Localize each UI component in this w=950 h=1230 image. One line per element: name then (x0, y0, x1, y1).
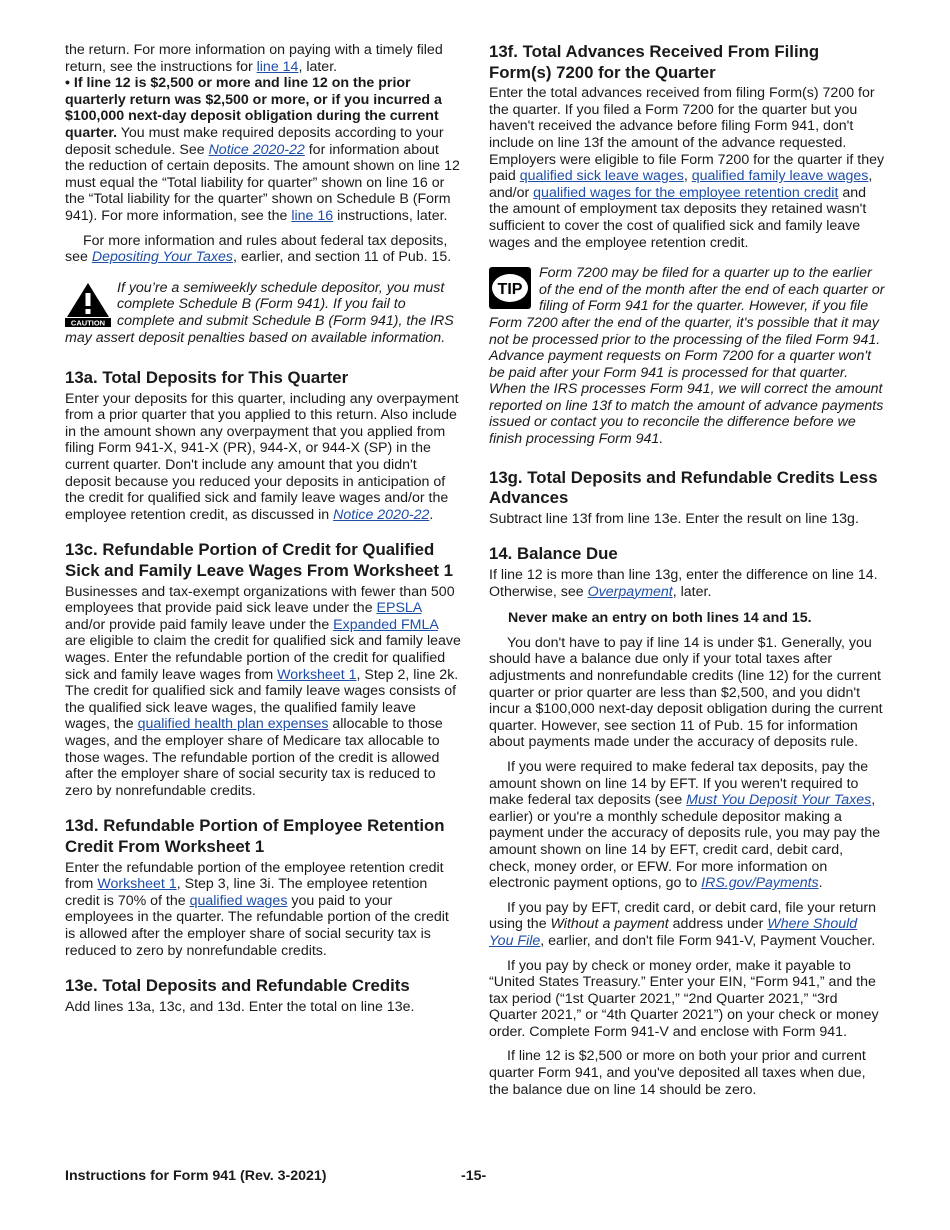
link-depositing-your-taxes[interactable]: Depositing Your Taxes (91, 249, 234, 266)
paragraph: Enter the total advances received from filing Form(s) 7200 for the quarter. If you filed a Form 7200 for the quarter but you haven't received the advance before filing Form 941, don't include on line 13f the amount of the advance requested. Employers were eligible to file Form 7200 for the quarter if they paid qualified sick leave wages, qualified family leave wages, and/or qualified wages for the employee retention credit and the amount of employment tax deposits they retained wasn't sufficient to cover the cost of qualified sick and family leave wages and the employee retention credit. (489, 85, 885, 251)
footer-title: Instructions for Form 941 (Rev. 3-2021) (65, 1168, 327, 1184)
link-qualified-health-plan-expenses[interactable]: qualified health plan expenses (137, 716, 329, 733)
link-qualified-sick-leave-wages[interactable]: qualified sick leave wages (519, 168, 684, 185)
paragraph: the return. For more information on paying with a timely filed return, see the instructions for line 14, later. (65, 42, 443, 75)
paragraph: For more information and rules about federal tax deposits, see Depositing Your Taxes, earlier, and section 11 of Pub. 15. (65, 232, 452, 266)
section-13c (65, 540, 461, 799)
left-column (65, 42, 461, 1015)
link-line-14[interactable]: line 14 (256, 58, 299, 75)
paragraph: If line 12 is $2,500 or more on both your prior and current quarter Form 941, and you've deposited all taxes when due, the balance due on line 14 should be zero. (489, 1048, 866, 1098)
link-irs-gov-payments[interactable]: IRS.gov/Payments (701, 875, 819, 892)
section-title: 13a. Total Deposits for This Quarter (65, 368, 349, 388)
section-13d (65, 816, 461, 959)
svg-text:TIP: TIP (497, 281, 523, 299)
link-notice-2020-22[interactable]: Notice 2020-22 (333, 506, 430, 523)
link-must-you-deposit-your-taxes[interactable]: Must You Deposit Your Taxes (686, 792, 872, 809)
paragraph: Enter your deposits for this quarter, including any overpayment from a prior quarter that you applied to this return. Also include in the amount shown any overpayment that you applied from filing Form 941-X, 941-X (PR), 944-X, or 944-X (SP) in the current quarter. Don't include any amount that you didn't deposit because you reduced your deposits in anticipation of the credit for qualified sick and family leave wages and/or the employee retention credit, as discussed in Notice 2020-22. (65, 390, 459, 523)
link-qualified-family-leave-wages[interactable]: qualified family leave wages (691, 168, 869, 185)
link-worksheet-1[interactable]: Worksheet 1 (277, 666, 357, 683)
paragraph: Businesses and tax-exempt organizations with fewer than 500 employees that provide paid sick leave under the EPSLA and/or provide paid family leave under the Expanded FMLA are eligible to claim the credit for qualified sick and family leave wages. Enter the refundable portion of the credit for qualified sick and family leave wages from Worksheet 1, Step 2, line 2k. The credit for qualified sick and family leave wages consists of the qualified sick leave wages, the qualified family leave wages, the qualified health plan expenses allocable to those wages, and the employer share of Medicare tax allocable to those wages. The refundable portion of the credit is allowed after the employer share of social security tax is reduced to zero by nonrefundable credits. (65, 583, 461, 799)
paragraph: Enter the refundable portion of the employee retention credit from Worksheet 1, Step 3, line 3i. The employee retention credit is 70% of the qualified wages you paid to your employees in the quarter. The refundable portion of the credit is allowed after the employer share of social security tax is reduced to zero by nonrefundable credits. (65, 859, 449, 959)
section-title: 14. Balance Due (489, 544, 618, 564)
tip-text: Form 7200 may be filed for a quarter up to the earlier of the end of the month after the end of each quarter or filing of Form 941 for the quarter. However, if you file Form 7200 after the end of the quarter, it's possible that it may not be processed prior to the processing of the filed Form 941. Advance payment requests on Form 7200 for a quarter won't be paid after your Form 941 is processed for that quarter. When the IRS processes Form 941, we will correct the amount reported on line 13f to match the amount of advance payments issued or contact you to reconcile the difference before we finish processing Form 941. (489, 265, 885, 448)
link-overpayment[interactable]: Overpayment (587, 583, 673, 600)
link-expanded-fmla[interactable]: Expanded FMLA (333, 616, 439, 633)
paragraph: If you pay by check or money order, make it payable to “United States Treasury.” Enter your EIN, “Form 941,” and the tax period (“1st Quarter 2021,” “2nd Quarter 2021,” “3rd Quarter 2021,” or “4th Quarter 2021”) on your check or money order. Complete Form 941-V and enclose with Form 941. (489, 957, 879, 1040)
section-title: 13e. Total Deposits and Refundable Credits (65, 976, 410, 996)
section-13f (489, 42, 885, 251)
right-column (489, 42, 885, 1098)
paragraph: Add lines 13a, 13c, and 13d. Enter the total on line 13e. (65, 998, 415, 1015)
tip-note (489, 265, 885, 448)
section-title: 13d. Refundable Portion of Employee Retention Credit From Worksheet 1 (65, 816, 445, 856)
section-13a (65, 368, 461, 523)
warning-text: Never make an entry on both lines 14 and 15. (508, 610, 812, 627)
link-notice-2020-22[interactable]: Notice 2020-22 (208, 141, 305, 158)
link-worksheet-1[interactable]: Worksheet 1 (97, 876, 177, 893)
section-title: 13f. Total Advances Received From Filing Form(s) 7200 for the Quarter (489, 42, 820, 82)
link-where-should-you-file[interactable]: Where Should You File (489, 916, 858, 949)
section-14 (489, 544, 885, 1098)
link-qualified-wages-employee-retention-credit[interactable]: qualified wages for the employee retention credit (533, 184, 839, 201)
link-qualified-wages[interactable]: qualified wages (189, 892, 288, 909)
page-number: -15- (461, 1168, 487, 1184)
paragraph: If you pay by EFT, credit card, or debit card, file your return using the Without a payment address under Where Should You File, earlier, and don't file Form 941-V, Payment Voucher. (489, 899, 877, 949)
tip-icon (489, 267, 531, 309)
section-title: 13g. Total Deposits and Refundable Credits Less Advances (489, 467, 878, 508)
section-13e (65, 976, 461, 1015)
link-epsla[interactable]: EPSLA (376, 600, 422, 617)
section-13g (489, 468, 885, 528)
caution-icon (65, 281, 111, 327)
paragraph: Subtract line 13f from line 13e. Enter the result on line 13g. (489, 510, 859, 527)
caution-note (65, 280, 461, 346)
section-title: 13c. Refundable Portion of Credit for Qualified Sick and Family Leave Wages From Worksheet 1 (65, 540, 453, 581)
paragraph: You don't have to pay if line 14 is under $1. Generally, you should have a balance due only if your total taxes after adjustments and nonrefundable credits (line 12) for the current quarter or prior quarter are less than $2,500, and you didn't incur a $100,000 next-day deposit obligation during the current quarter. However, see section 11 of Pub. 15 for information about payments made under the accuracy of deposits rule. (489, 634, 883, 751)
link-line-16[interactable]: line 16 (291, 207, 334, 224)
svg-text:CAUTION: CAUTION (70, 318, 106, 327)
paragraph: • If line 12 is $2,500 or more and line 12 on the prior quarterly return was $2,500 or more, or if you incurred a $100,000 next-day deposit obligation during the current quarter. You must make required deposits according to your deposit schedule. See Notice 2020-22 for information about the reduction of certain deposits. The amount shown on line 12 must equal the “Total liability for quarter” shown on line 16 or the “Total liability for the quarter” shown on Schedule B (Form 941). For more information, see the line 16 instructions, later. (65, 75, 460, 224)
caution-text: If you’re a semiweekly schedule depositor, you must complete Schedule B (Form 941). If you fail to complete and submit Schedule B (Form 941), the IRS may assert deposit penalties based on available information. (65, 279, 454, 346)
paragraph: If you were required to make federal tax deposits, pay the amount shown on line 14 by EFT. If you weren't required to make federal tax deposits (see Must You Deposit Your Taxes, earlier) or you're a monthly schedule depositor making a payment under the accuracy of deposits rule, you may pay the amount shown on line 14 by EFT, credit card, debit card, check, money order, or EFW. For more information on electronic payment options, go to IRS.gov/Payments. (489, 758, 881, 892)
paragraph: If line 12 is more than line 13g, enter the difference on line 14. Otherwise, see Overpayment, later. (489, 567, 878, 600)
